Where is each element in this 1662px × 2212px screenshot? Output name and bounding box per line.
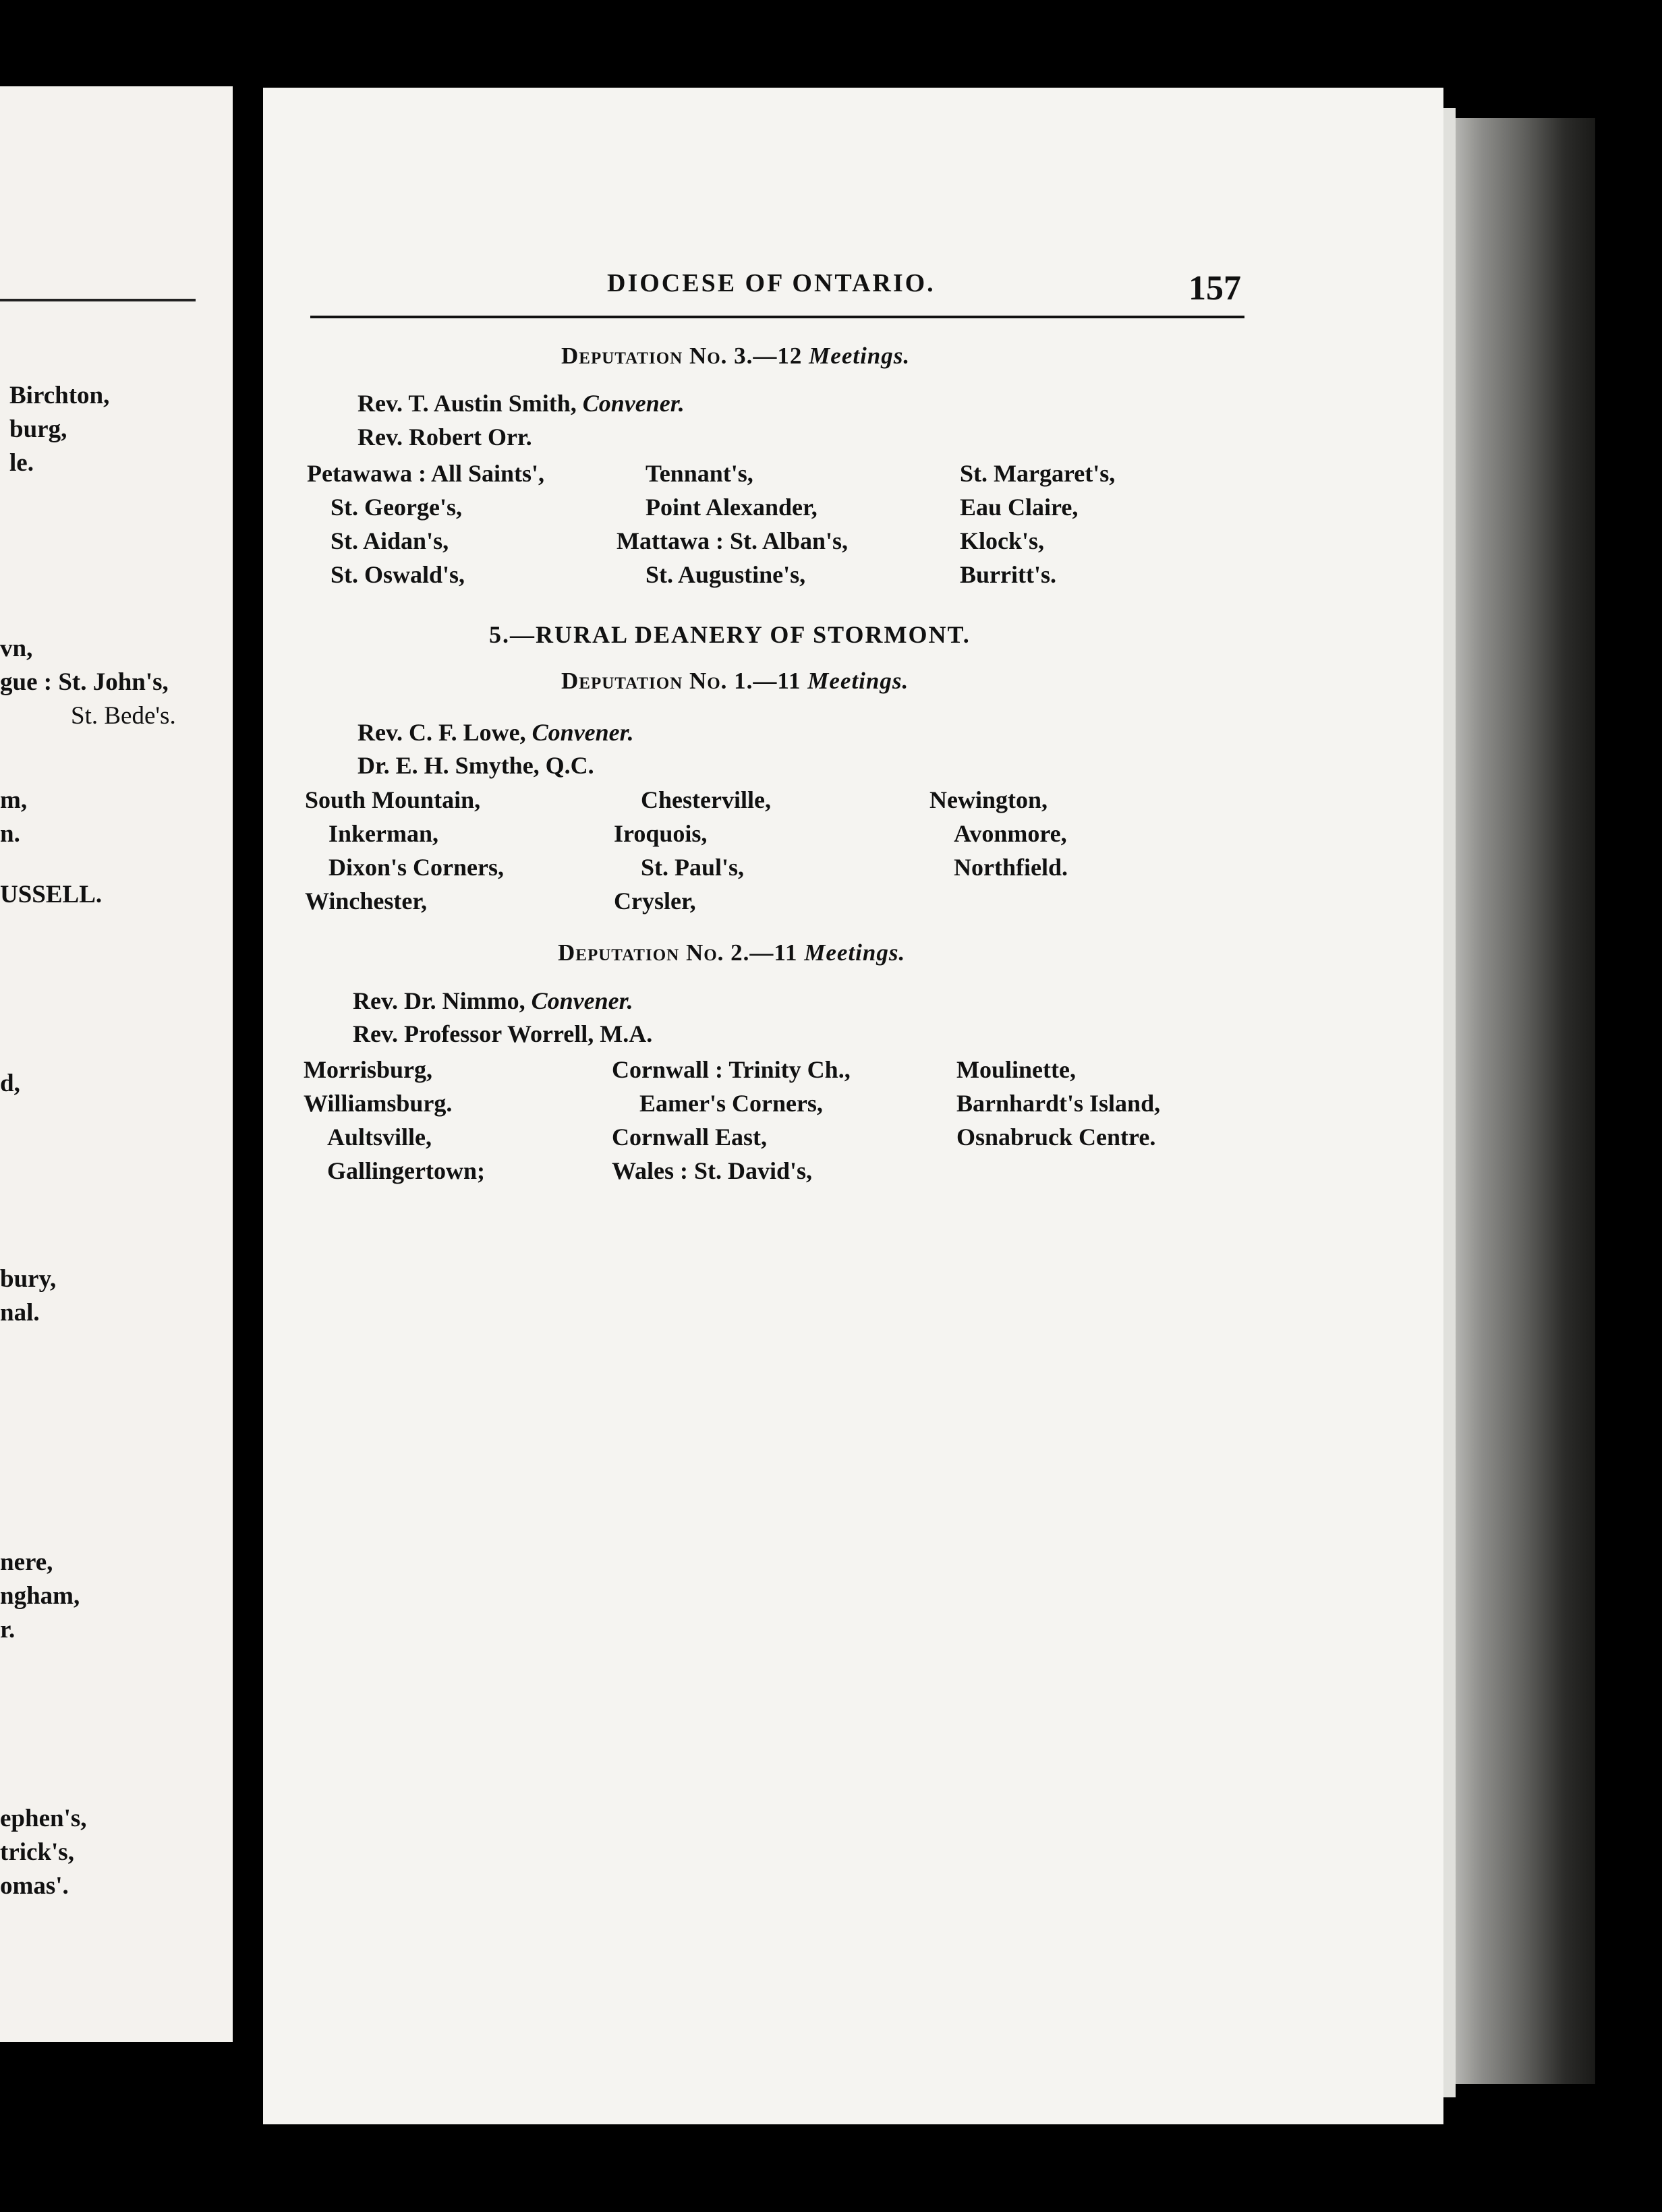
convener-name: Rev. Dr. Nimmo, [353,987,525,1014]
parish-entry: Osnabruck Centre. [956,1124,1156,1151]
parish-entry: Dixon's Corners, [328,854,504,881]
parish-entry: Moulinette, [956,1056,1076,1083]
parish-entry: St. Augustine's, [646,561,806,588]
parish-entry: Williamsburg. [304,1090,453,1117]
convener-name: Rev. C. F. Lowe, [357,719,526,746]
parish-entry: Eamer's Corners, [639,1090,823,1117]
facing-page [0,86,233,2042]
parish-entry: St. Oswald's, [331,561,465,588]
parish-entry: Newington, [929,786,1048,813]
running-head: DIOCESE OF ONTARIO. [607,269,936,297]
parish-entry: Tennant's, [646,460,753,487]
deputation-heading [558,939,905,966]
parish-entry: Winchester, [305,887,428,914]
parish-entry: Inkerman, [328,820,439,847]
deputation-heading-lead: Deputation No. 2.—11 [558,939,798,966]
section-title: 5.—RURAL DEANERY OF STORMONT. [489,621,971,648]
facing-line: nal. [0,1299,40,1327]
parish-entry: Eau Claire, [960,494,1079,521]
parish-entry: St. George's, [331,494,462,521]
parish-entry: Cornwall East, [612,1124,768,1151]
facing-line: Birchton, [9,382,110,409]
deputation-heading-tail: Meetings. [804,939,906,966]
deputation-heading-tail: Meetings. [807,668,909,694]
deputation-heading [561,668,909,695]
deputation-heading-lead: Deputation No. 1.—11 [561,668,801,694]
parish-entry: St. Paul's, [641,854,745,881]
parish-entry: Morrisburg, [304,1056,432,1083]
facing-line: gue : St. John's, [0,668,169,696]
facing-line: bury, [0,1265,57,1293]
convener-line [357,391,685,415]
convener-role: Convener. [531,987,633,1014]
facing-page-rule [0,299,196,301]
facing-line: vn, [0,635,33,662]
facing-line: n. [0,820,20,848]
deputation-member: Rev. Professor Worrell, M.A. [353,1020,653,1047]
parish-entry: Iroquois, [614,820,708,847]
parish-entry: Gallingertown; [327,1157,485,1184]
parish-entry: Burritt's. [960,561,1056,588]
parish-entry: Barnhardt's Island, [956,1090,1161,1117]
deputation-heading-tail: Meetings. [809,343,911,369]
deputation-member: Dr. E. H. Smythe, Q.C. [357,752,594,779]
deputation-member: Rev. Robert Orr. [357,424,532,450]
deputation-heading-lead: Deputation No. 3.—12 [561,343,803,369]
convener-line [357,720,634,745]
parish-entry: Cornwall : Trinity Ch., [612,1056,851,1083]
convener-role: Convener. [532,719,634,746]
facing-line: burg, [9,415,67,443]
parish-entry: Petawawa : All Saints', [307,460,545,487]
parish-entry: Mattawa : St. Alban's, [617,527,849,554]
deputation-heading [561,343,910,370]
parish-entry: South Mountain, [305,786,481,813]
parish-entry: Chesterville, [641,786,771,813]
parish-entry: Point Alexander, [646,494,818,521]
facing-line: m, [0,786,28,814]
convener-role: Convener. [582,390,685,417]
page-number: 157 [1188,269,1241,308]
facing-line: USSELL. [0,881,103,908]
parish-entry: Crysler, [614,887,696,914]
parish-entry: St. Margaret's, [960,460,1116,487]
parish-entry: Aultsville, [327,1124,432,1151]
facing-line: St. Bede's. [71,702,176,730]
facing-line: trick's, [0,1838,74,1866]
facing-line: nere, [0,1548,53,1576]
facing-line: ephen's, [0,1805,87,1832]
parish-entry: Klock's, [960,527,1045,554]
parish-entry: St. Aidan's, [331,527,449,554]
facing-line: ngham, [0,1582,80,1610]
page-edges [1443,118,1595,2084]
facing-line: r. [0,1616,16,1643]
facing-line: d, [0,1070,20,1097]
page-edge-highlight [1443,108,1456,2097]
facing-line: omas'. [0,1872,69,1900]
parish-entry: Northfield. [954,854,1068,881]
convener-name: Rev. T. Austin Smith, [357,390,577,417]
parish-entry: Wales : St. David's, [612,1157,813,1184]
convener-line [353,989,633,1013]
parish-entry: Avonmore, [954,820,1067,847]
facing-line: le. [9,449,34,477]
header-rule [310,316,1244,318]
